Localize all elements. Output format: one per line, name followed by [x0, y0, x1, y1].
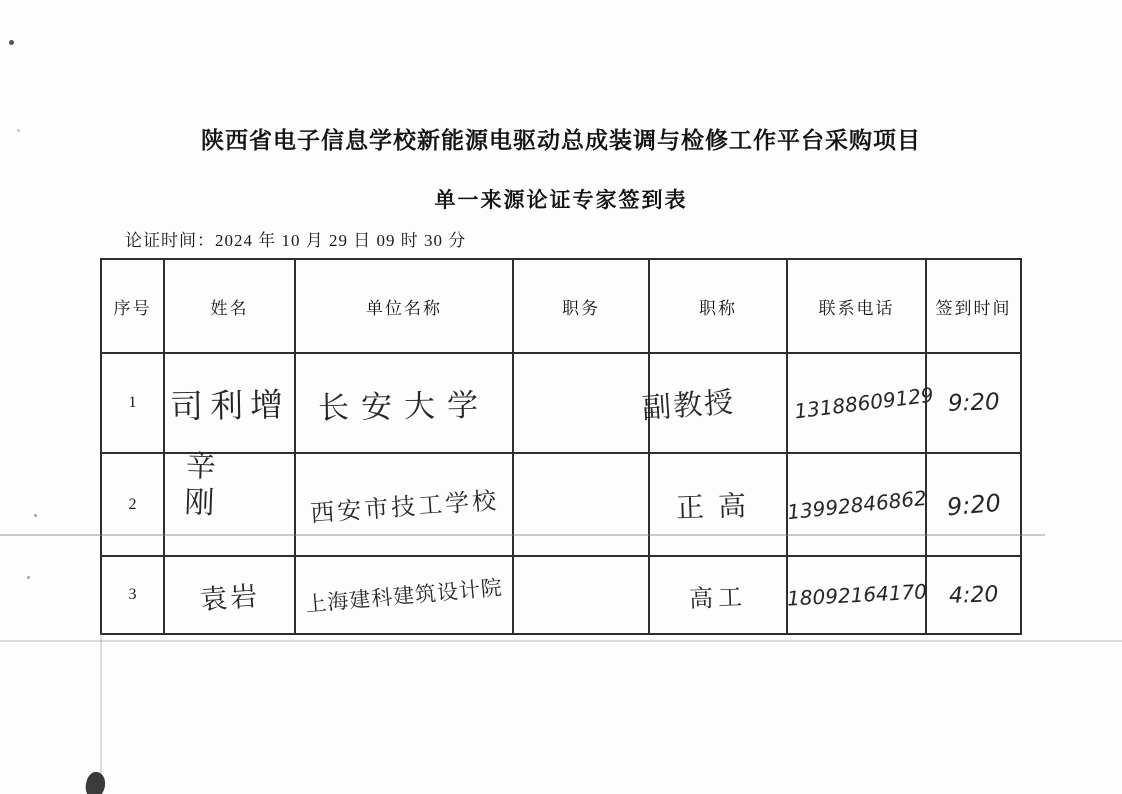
row1-cell-phone — [788, 354, 935, 454]
signature-name: 司利增 — [169, 384, 290, 426]
row2-cell-org — [296, 454, 514, 557]
document-title: 陕西省电子信息学校新能源电驱动总成装调与检修工作平台采购项目 — [201, 127, 921, 153]
scan-speckle — [34, 514, 37, 517]
signature-name: 袁岩 — [198, 580, 261, 616]
header-cell-org: 单位名称 — [296, 260, 514, 354]
row3-cell-no: 3 — [102, 557, 165, 635]
signin-table — [100, 258, 1022, 635]
header-cell-no: 序号 — [102, 260, 165, 354]
row3-cell-duty — [514, 557, 650, 635]
row1-cell-duty — [514, 354, 650, 454]
header-cell-title: 职称 — [650, 260, 788, 354]
scan-speckle — [9, 40, 14, 45]
row3-cell-time — [927, 557, 1022, 635]
scan-speckle — [17, 129, 20, 132]
signature-time: 9:20 — [947, 389, 1000, 417]
signature-org: 上海建科建筑设计院 — [304, 575, 504, 617]
row3-cell-title — [650, 557, 788, 635]
signature-phone: 18092164170 — [785, 579, 928, 611]
row3-cell-phone — [785, 557, 928, 635]
header-cell-phone: 联系电话 — [788, 260, 927, 354]
signature-org: 西安市技工学校 — [308, 486, 500, 528]
row3-cell-org — [296, 557, 514, 635]
row2-cell-duty — [514, 454, 650, 557]
row1-cell-time — [927, 354, 1022, 454]
scan-artifact-line — [0, 640, 1122, 642]
row1-cell-title — [641, 354, 788, 454]
scan-artifact-line — [100, 633, 102, 794]
signature-org: 长安大学 — [317, 387, 491, 426]
scan-artifact-line — [0, 534, 1045, 536]
signature-phone: 13188609129 — [792, 382, 935, 424]
header-cell-name: 姓名 — [165, 260, 296, 354]
row2-cell-time — [927, 454, 1022, 557]
verification-time: 论证时间：2024 年 10 月 29 日 09 时 30 分 — [125, 231, 467, 250]
row1-cell-org — [296, 354, 514, 454]
row3-cell-name — [165, 557, 296, 635]
scan-corner-mark — [83, 770, 108, 794]
scan-speckle — [27, 576, 30, 579]
signature-name: 辛刚 — [177, 449, 216, 523]
row2-cell-phone — [785, 454, 928, 557]
row2-cell-title — [650, 454, 788, 557]
row1-cell-no: 1 — [102, 354, 165, 454]
signature-title: 高工 — [688, 582, 748, 613]
signature-title: 副教授 — [641, 384, 737, 425]
row2-cell-name — [165, 449, 296, 557]
header-cell-time: 签到时间 — [927, 260, 1022, 354]
signature-phone: 13992846862 — [785, 485, 928, 524]
signature-title: 正高 — [675, 488, 761, 524]
signature-time: 4:20 — [948, 581, 999, 609]
signature-time: 9:20 — [945, 488, 1002, 521]
document-subtitle: 单一来源论证专家签到表 — [434, 189, 688, 212]
row2-cell-no: 2 — [102, 454, 165, 557]
row1-cell-name — [165, 354, 296, 454]
header-cell-duty: 职务 — [514, 260, 650, 354]
